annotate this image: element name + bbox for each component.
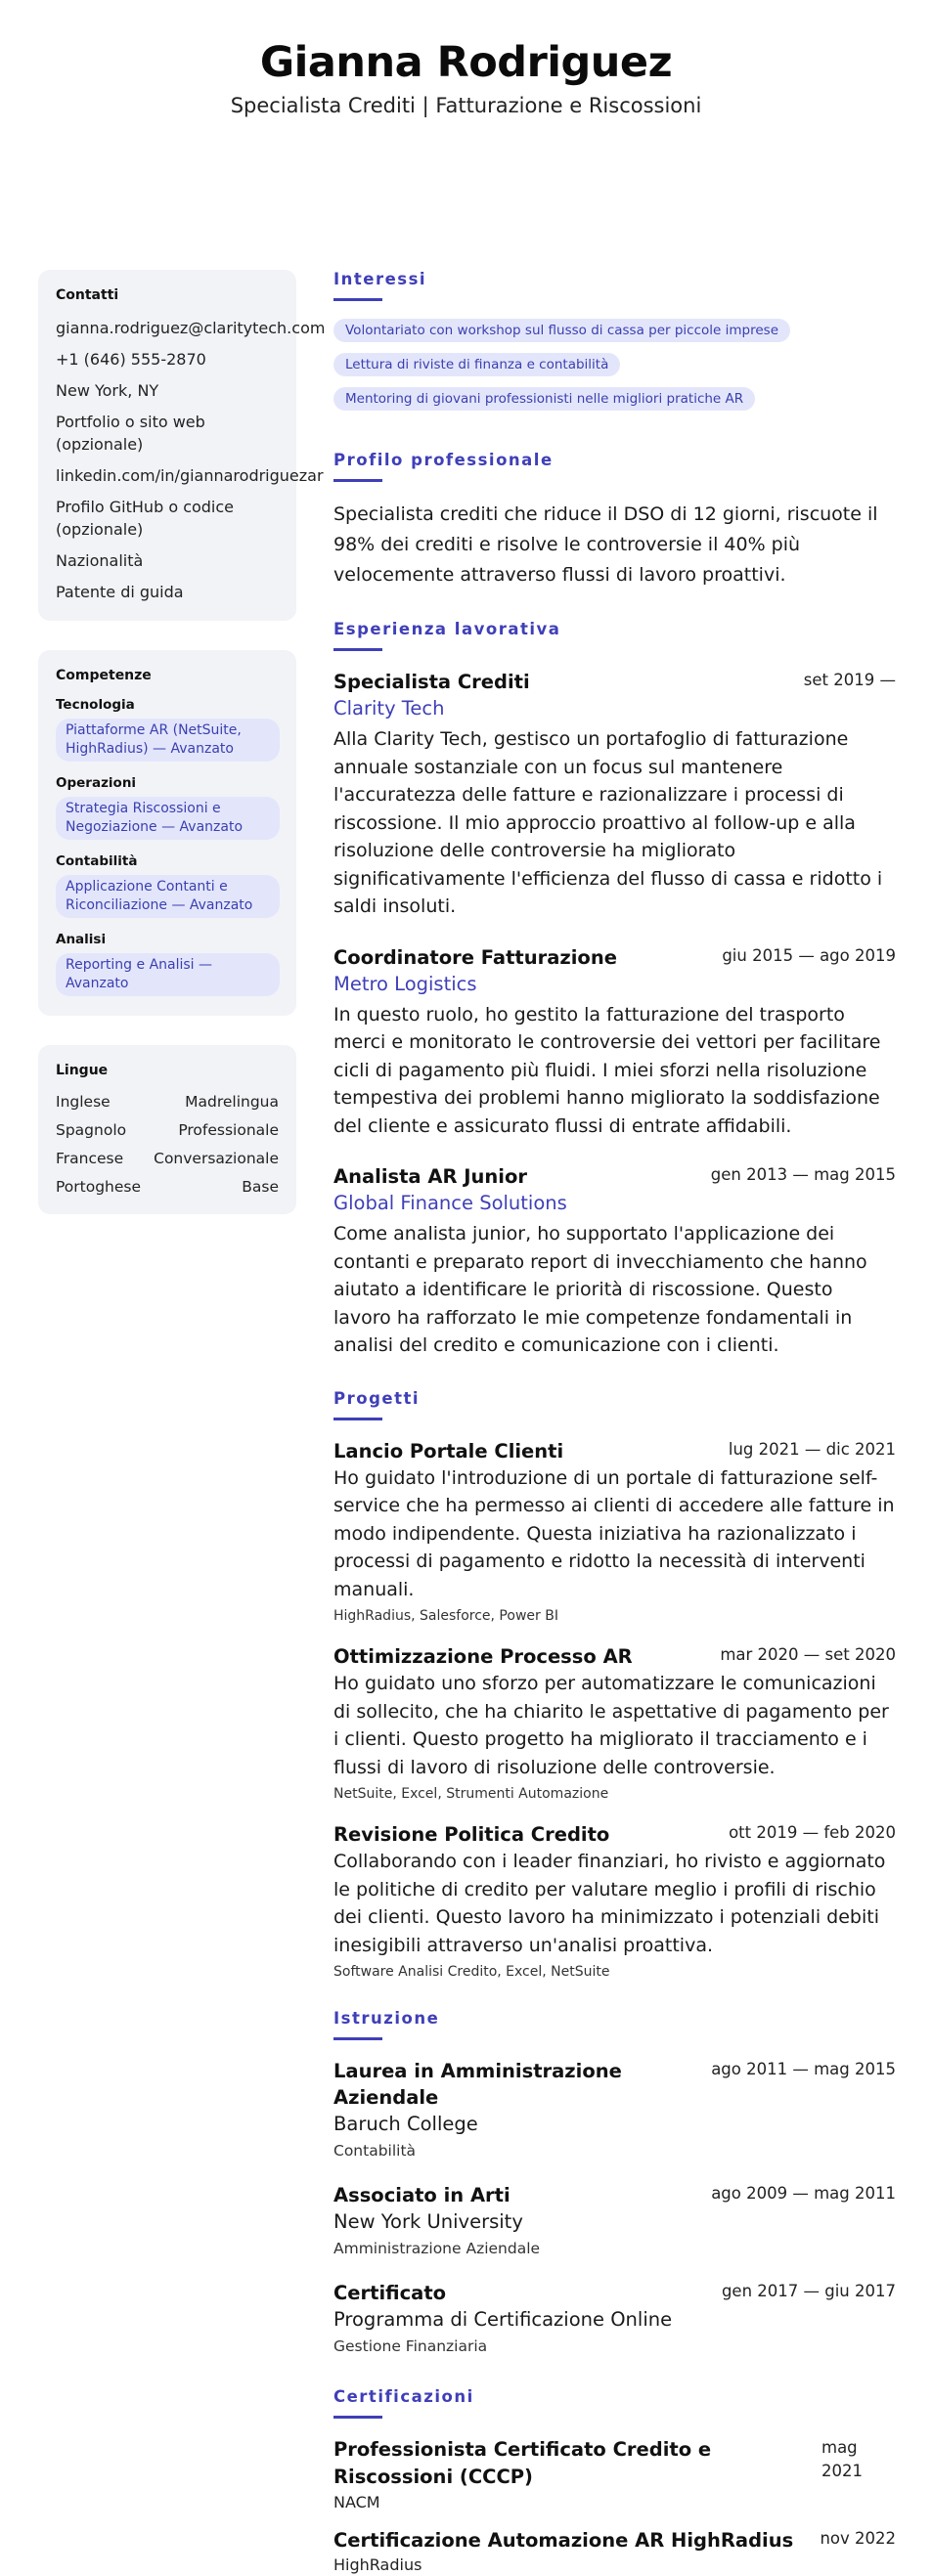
candidate-name: Gianna Rodriguez	[259, 38, 673, 87]
section-title: Interessi	[333, 270, 427, 288]
education-school: New York University	[333, 2210, 523, 2233]
job-date: set 2019 —	[803, 671, 896, 689]
profile-section	[333, 451, 896, 590]
project-date: lug 2021 — dic 2021	[728, 1439, 896, 1459]
education-school: Programma di Certificazione Online	[333, 2308, 673, 2331]
experience-entry	[333, 669, 896, 921]
certification-date: nov 2022	[820, 2529, 896, 2548]
certifications-section	[333, 2387, 896, 2576]
project-entry	[333, 1821, 896, 1980]
education-degree: Laurea in Amministrazione Aziendale	[333, 2060, 622, 2109]
certification-entry	[333, 2436, 896, 2513]
language-row	[56, 1120, 279, 1140]
skills-card	[38, 650, 296, 1016]
certification-date: mag 2021	[821, 2438, 863, 2480]
section-divider	[333, 1418, 382, 1420]
section-divider	[333, 298, 382, 301]
project-tech: Software Analisi Credito, Excel, NetSuite	[333, 1964, 610, 1980]
language-level: Conversazionale	[154, 1150, 279, 1167]
job-description: Come analista junior, ho supportato l'applicazione dei contanti e preparato report di invecchiamento che hanno aiutato a identificare le priorità di riscossione. Questo lavoro ha rafforzato le mie competenze fondamentali in analisi del credito e comunicazione con i clienti.	[333, 1223, 867, 1356]
language-level: Professionale	[178, 1121, 279, 1139]
contact-location: New York, NY	[56, 381, 159, 400]
project-date: ott 2019 — feb 2020	[729, 1823, 896, 1842]
skill-pill: Piattaforme AR (NetSuite, HighRadius) — Avanzato	[56, 719, 280, 762]
certification-entry	[333, 2527, 896, 2576]
job-description: In questo ruolo, ho gestito la fatturazione del trasporto merci e monitorato le controversie dei vettori per facilitare cicli di pagamento più fluidi. I miei sforzi nella risoluzione tempestiva dei problemi hanno migliorato la soddisfazione del cliente e assicurato flussi di entrate affidabili.	[333, 1003, 881, 1137]
contact-email[interactable]: gianna.rodriguez@claritytech.com	[56, 319, 326, 337]
resume-header	[0, 0, 932, 115]
section-divider	[333, 2037, 382, 2040]
language-name: Portoghese	[56, 1178, 142, 1196]
certification-issuer: NACM	[333, 2493, 380, 2511]
skill-pill: Reporting e Analisi — Avanzato	[56, 953, 280, 996]
experience-entry	[333, 944, 896, 1141]
certification-name: Certificazione Automazione AR HighRadius	[333, 2529, 794, 2552]
skills-title: Competenze	[56, 668, 152, 683]
contacts-card	[38, 270, 326, 621]
education-school: Baruch College	[333, 2113, 478, 2135]
contact-nationality: Nazionalità	[56, 551, 144, 570]
experience-section	[333, 620, 896, 1360]
project-name: Revisione Politica Credito	[333, 1823, 610, 1846]
skill-group	[56, 775, 279, 840]
skill-group	[56, 932, 279, 996]
section-title: Profilo professionale	[333, 451, 554, 469]
project-name: Ottimizzazione Processo AR	[333, 1645, 633, 1668]
job-company: Metro Logistics	[333, 972, 477, 995]
education-date: ago 2011 — mag 2015	[711, 2060, 896, 2078]
job-company: Clarity Tech	[333, 697, 445, 720]
education-date: gen 2017 — giu 2017	[721, 2282, 896, 2300]
project-date: mar 2020 — set 2020	[720, 1645, 896, 1664]
job-company: Global Finance Solutions	[333, 1192, 567, 1214]
project-description: Ho guidato l'introduzione di un portale di fatturazione self-service che ha permesso ai clienti di accedere alle fatture in modo indipendente. Questa iniziativa ha razionalizzato i processi di pagamento e ridotto la necessità di interventi manuali.	[333, 1466, 895, 1600]
project-entry	[333, 1438, 896, 1625]
job-date: gen 2013 — mag 2015	[710, 1165, 896, 1184]
candidate-headline: Specialista Crediti | Fatturazione e Riscossioni	[230, 94, 702, 117]
languages-title: Lingue	[56, 1063, 109, 1078]
sidebar	[38, 270, 326, 1244]
education-degree: Certificato	[333, 2282, 447, 2304]
language-name: Francese	[56, 1150, 124, 1167]
contacts-title: Contatti	[56, 287, 119, 303]
education-entry	[333, 2058, 896, 2162]
skill-category: Analisi	[56, 932, 107, 947]
contact-license: Patente di guida	[56, 583, 184, 601]
job-role: Analista AR Junior	[333, 1165, 527, 1188]
interests-section	[333, 270, 896, 421]
job-role: Specialista Crediti	[333, 671, 530, 693]
languages-card	[38, 1045, 296, 1214]
education-entry	[333, 2182, 896, 2260]
job-date: giu 2015 — ago 2019	[722, 945, 896, 965]
section-title: Certificazioni	[333, 2387, 474, 2406]
language-row	[56, 1177, 279, 1197]
project-tech: NetSuite, Excel, Strumenti Automazione	[333, 1786, 609, 1802]
section-title: Progetti	[333, 1388, 420, 1408]
education-field: Gestione Finanziaria	[333, 2337, 488, 2355]
skill-group	[56, 697, 279, 762]
contact-linkedin[interactable]: linkedin.com/in/giannarodriguezar	[56, 466, 324, 485]
skill-category: Contabilità	[56, 853, 138, 869]
language-row	[56, 1092, 279, 1112]
interest-tag: Volontariato con workshop sul flusso di cassa per piccole imprese	[333, 319, 790, 342]
education-entry	[333, 2280, 896, 2358]
language-name: Inglese	[56, 1093, 111, 1111]
contact-portfolio[interactable]: Portfolio o sito web (opzionale)	[56, 413, 205, 454]
language-level: Madrelingua	[185, 1093, 279, 1111]
contact-github[interactable]: Profilo GitHub o codice (opzionale)	[56, 498, 235, 539]
interest-tag: Mentoring di giovani professionisti nelle migliori pratiche AR	[333, 387, 755, 411]
project-description: Collaborando con i leader finanziari, ho rivisto e aggiornato le politiche di credito per valutare meglio i profili di rischio dei clienti. Questo lavoro ha minimizzato i potenziali debiti inesigibili attraverso un'analisi proattiva.	[333, 1851, 886, 1956]
education-degree: Associato in Arti	[333, 2184, 510, 2206]
project-name: Lancio Portale Clienti	[333, 1439, 564, 1463]
skill-category: Operazioni	[56, 775, 137, 791]
certification-issuer: HighRadius	[333, 2555, 422, 2574]
language-row	[56, 1149, 279, 1168]
education-date: ago 2009 — mag 2011	[711, 2184, 896, 2203]
skill-pill: Strategia Riscossioni e Negoziazione — Avanzato	[56, 797, 280, 840]
experience-entry	[333, 1163, 896, 1360]
section-title: Istruzione	[333, 2009, 440, 2028]
certification-name: Professionista Certificato Credito e Riscossioni (CCCP)	[333, 2438, 712, 2488]
section-title: Esperienza lavorativa	[333, 620, 561, 638]
language-level: Base	[242, 1178, 279, 1196]
job-description: Alla Clarity Tech, gestisco un portafoglio di fatturazione annuale sostanziale con un focus sul mantenere l'accuratezza delle fatture e razionalizzare i processi di riscossione. Il mio approccio proattivo al follow-up e alla risoluzione delle controversie ha migliorato significativamente l'efficienza del flusso di cassa e ridotto i saldi insoluti.	[333, 728, 883, 917]
profile-summary: Specialista crediti che riduce il DSO di 12 giorni, riscuote il 98% dei crediti e risolve le controversie il 40% più velocemente attraverso flussi di lavoro proattivi.	[333, 503, 878, 586]
section-divider	[333, 479, 382, 482]
interest-tag: Lettura di riviste di finanza e contabilità	[333, 353, 620, 376]
language-name: Spagnolo	[56, 1121, 127, 1139]
main-content	[333, 270, 896, 2576]
education-section	[333, 2009, 896, 2358]
section-divider	[333, 648, 382, 651]
projects-section	[333, 1389, 896, 1981]
skill-category: Tecnologia	[56, 697, 135, 713]
section-divider	[333, 2416, 382, 2419]
project-entry	[333, 1643, 896, 1802]
project-description: Ho guidato uno sforzo per automatizzare le comunicazioni di sollecito, che ha chiarito le aspettative di pagamento per i clienti. Questo progetto ha migliorato il tracciamento e i flussi di lavoro di risoluzione delle controversie.	[333, 1673, 889, 1778]
contact-phone[interactable]: +1 (646) 555-2870	[56, 350, 206, 369]
skill-group	[56, 853, 279, 918]
project-tech: HighRadius, Salesforce, Power BI	[333, 1608, 558, 1624]
job-role: Coordinatore Fatturazione	[333, 945, 617, 969]
education-field: Contabilità	[333, 2142, 417, 2160]
skill-pill: Applicazione Contanti e Riconciliazione — Avanzato	[56, 875, 280, 918]
education-field: Amministrazione Aziendale	[333, 2240, 541, 2257]
